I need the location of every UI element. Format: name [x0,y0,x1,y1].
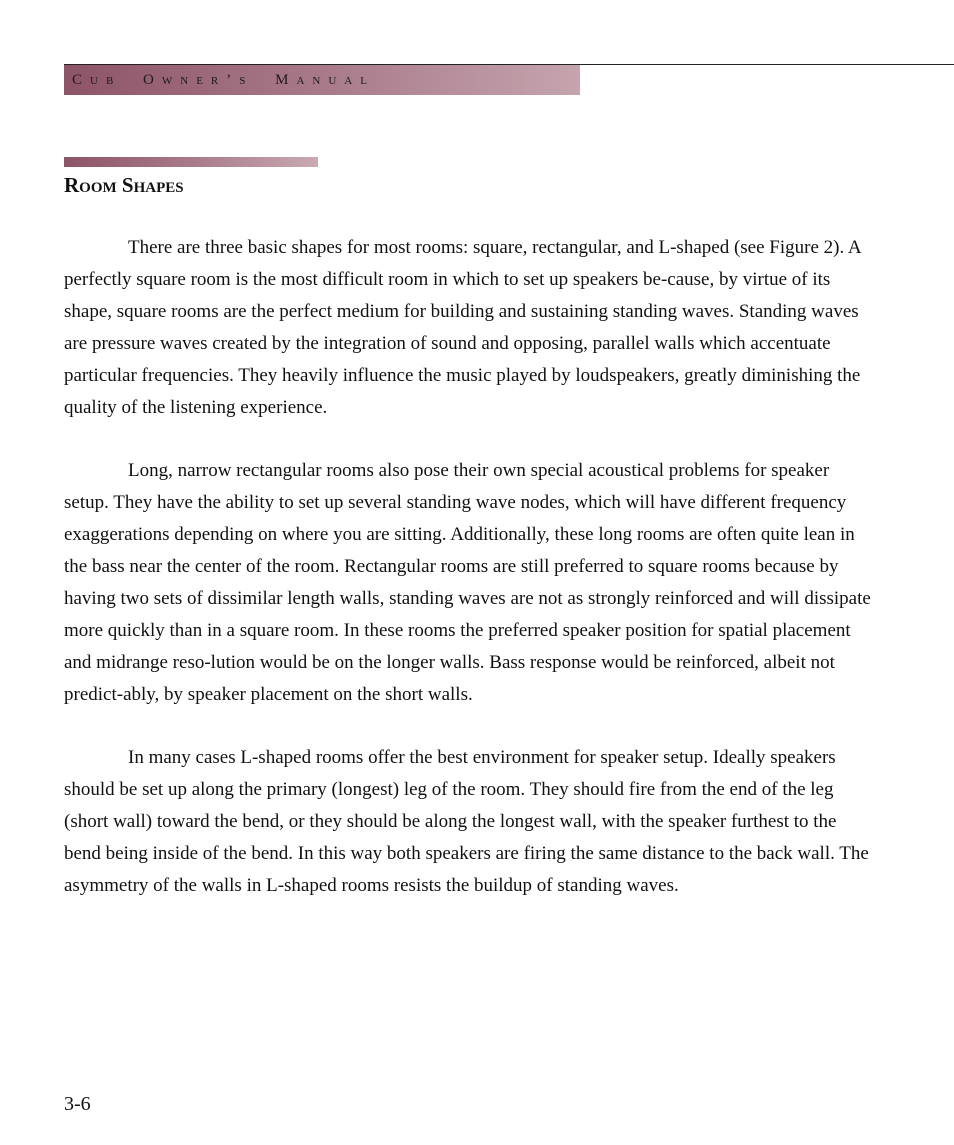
section-heading: Room Shapes [64,173,184,197]
page-number: 3-6 [64,1093,91,1115]
running-header-title: Cub Owner’s Manual [72,72,375,88]
paragraph-square-rooms: There are three basic shapes for most rooms: square, rectangular, and L-shaped (see Figure 2). A perfectly square room is the most difficult room in which to set up speakers be-cause, by virtue of its shape, square rooms are the perfect medium for building and sustaining standing waves. Standing waves are pressure waves created by the integration of sound and opposing, parallel walls which accentuate particular frequencies. They heavily influence the music played by loudspeakers, greatly diminishing the quality of the listening experience. [64,237,861,418]
section-accent-bar [64,157,318,167]
body-text [64,232,874,934]
paragraph-rectangular-rooms: Long, narrow rectangular rooms also pose their own special acoustical problems for speaker setup. They have the ability to set up several standing wave nodes, which will have different frequency exaggerations depending on where you are sitting. Additionally, these long rooms are often quite lean in the bass near the center of the room. Rectangular rooms are still preferred to square rooms because by having two sets of dissimilar length walls, standing waves are not as strongly reinforced and will dissipate more quickly than in a square room. In these rooms the preferred speaker position for spatial placement and midrange reso-lution would be on the longer walls. Bass response would be reinforced, albeit not predict-ably, by speaker placement on the short walls. [64,460,871,705]
paragraph-l-shaped-rooms: In many cases L-shaped rooms offer the best environment for speaker setup. Ideally speakers should be set up along the primary (longest) leg of the room. They should fire from the end of the leg (short wall) toward the bend, or they should be along the longest wall, with the speaker furthest to the bend being inside of the bend. In this way both speakers are firing the same distance to the back wall. The asymmetry of the walls in L-shaped rooms resists the buildup of standing waves. [64,747,869,897]
